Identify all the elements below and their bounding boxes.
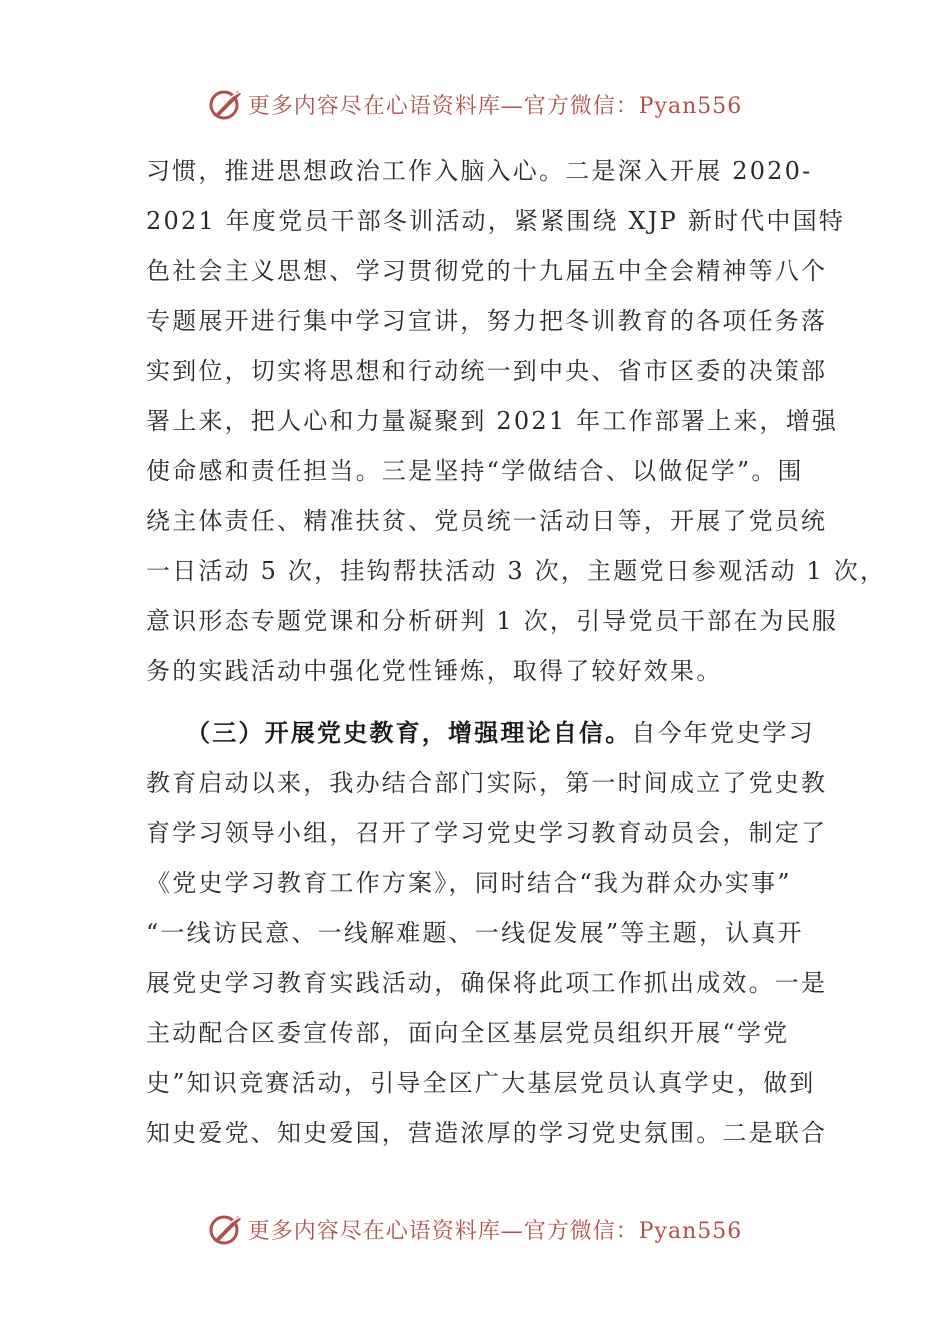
text-line: 育学习领导小组，召开了学习党史学习教育动员会，制定了 <box>146 819 828 847</box>
text-line: 署上来，把人心和力量凝聚到 2021 年工作部署上来，增强 <box>146 407 839 435</box>
text-line: 2021 年度党员干部冬训活动，紧紧围绕 XJP 新时代中国特 <box>146 207 846 235</box>
text-line: 务的实践活动中强化党性锤炼，取得了较好效果。 <box>146 657 723 685</box>
section-heading: （三）开展党史教育，增强理论自信。 <box>186 718 632 747</box>
text-line: 绕主体责任、精准扶贫、党员统一活动日等，开展了党员统 <box>146 507 828 535</box>
text-line: “一线访民意、一线解难题、一线促发展”等主题，认真开 <box>146 919 804 947</box>
footer-banner <box>0 1209 950 1249</box>
document-body <box>146 146 887 1158</box>
header-banner <box>0 84 950 124</box>
text-line: 知史爱党、知史爱国，营造浓厚的学习党史氛围。二是联合 <box>146 1119 828 1147</box>
text-line: 习惯，推进思想政治工作入脑入心。二是深入开展 2020- <box>146 157 813 185</box>
text-line: 展党史学习教育实践活动，确保将此项工作抓出成效。一是 <box>146 969 828 997</box>
text-line: 一日活动 5 次，挂钩帮扶活动 3 次，主题党日参观活动 1 次， <box>146 557 887 585</box>
quill-circle-icon <box>208 1211 244 1247</box>
text-line: 色社会主义思想、学习贯彻党的十九届五中全会精神等八个 <box>146 257 828 285</box>
text-line: 史”知识竞赛活动，引导全区广大基层党员认真学史，做到 <box>146 1069 816 1097</box>
text-line: 实到位，切实将思想和行动统一到中央、省市区委的决策部 <box>146 357 828 385</box>
text-line: 意识形态专题党课和分析研判 1 次，引导党员干部在为民服 <box>146 607 839 635</box>
footer-banner-text: 更多内容尽在心语资料库—官方微信：Pyan556 <box>247 1218 743 1244</box>
header-banner-text: 更多内容尽在心语资料库—官方微信：Pyan556 <box>247 93 743 119</box>
section-heading-line <box>146 708 815 758</box>
text-fragment: 自今年党史学习 <box>631 719 815 747</box>
text-line: 主动配合区委宣传部，面向全区基层党员组织开展“学党 <box>146 1019 790 1047</box>
text-line: 《党史学习教育工作方案》，同时结合“我为群众办实事” <box>146 869 792 897</box>
text-line: 专题展开进行集中学习宣讲，努力把冬训教育的各项任务落 <box>146 307 828 335</box>
paragraph-gap <box>146 696 808 708</box>
text-line: 教育启动以来，我办结合部门实际，第一时间成立了党史教 <box>146 769 828 797</box>
quill-circle-icon <box>208 86 244 122</box>
text-line: 使命感和责任担当。三是坚持“学做结合、以做促学”。围 <box>146 457 804 485</box>
